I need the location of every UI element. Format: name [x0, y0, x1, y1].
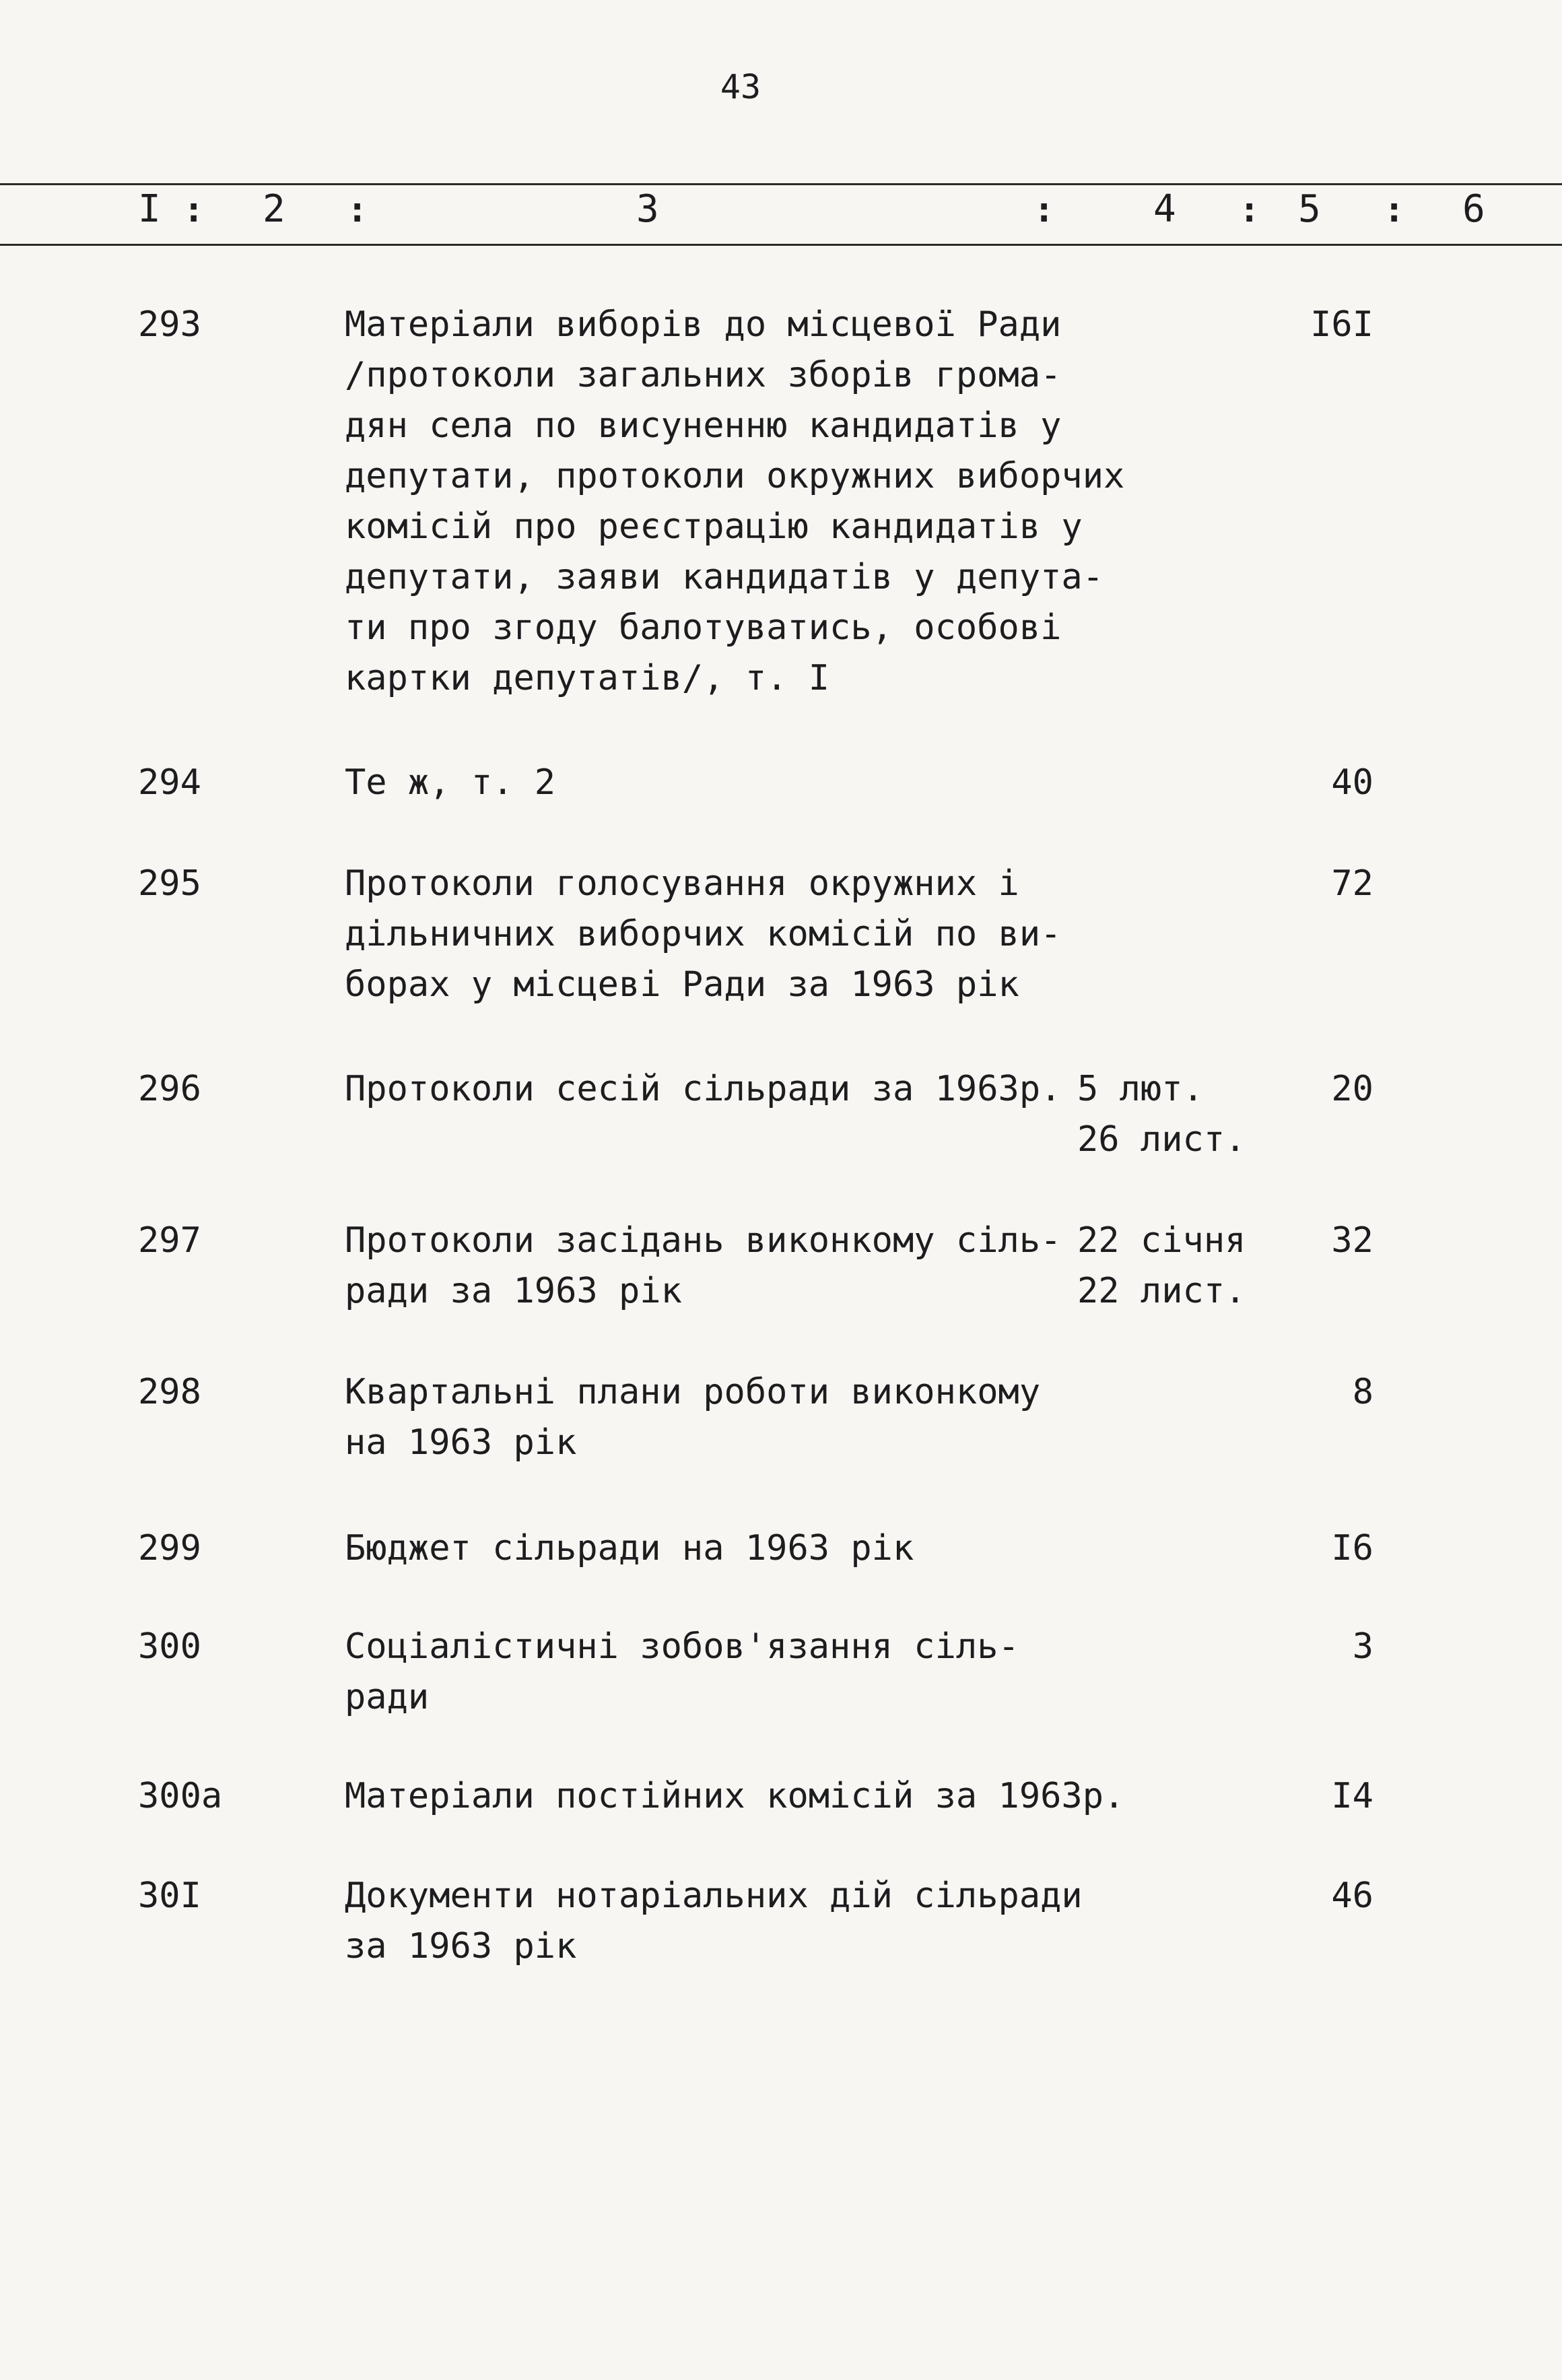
item-number: 294 [138, 762, 201, 803]
item-description: Протоколи голосування окружних і дільничних виборчих комісій по ви- борах у місцеві Ради за 1963 рік [345, 863, 1062, 1005]
item-description: Те ж, т. 2 [345, 762, 556, 803]
item-number: 300а [138, 1776, 223, 1816]
header-col-1: I [138, 187, 161, 231]
item-sheet-count: 3 [1352, 1626, 1373, 1667]
header-separator: : [1033, 190, 1055, 230]
item-number: 30I [138, 1876, 201, 1916]
item-sheet-count: 72 [1331, 863, 1373, 904]
item-number: 296 [138, 1069, 201, 1109]
header-bottom-rule [0, 244, 1562, 246]
header-separator: : [1239, 190, 1260, 230]
item-number: 297 [138, 1220, 201, 1261]
item-number: 300 [138, 1626, 201, 1667]
item-description: Соціалістичні зобов'язання сіль- ради [345, 1626, 1019, 1717]
item-description: Бюджет сільради на 1963 рік [345, 1528, 914, 1568]
item-description: Матеріали постійних комісій за 1963р. [345, 1776, 1125, 1816]
item-number: 298 [138, 1372, 201, 1412]
item-description: Матеріали виборів до місцевої Ради /протоколи загальних зборів грома- дян села по висуненню кандидатів у депутати, протоколи окружних виборчих комісій про реєстрацію кандидатів у депутати, заяви кандидатів у депута- ти про згоду балотуватись, особові картки депутатів/, т. I [345, 304, 1125, 698]
item-sheet-count: 8 [1352, 1372, 1373, 1412]
item-sheet-count: 20 [1331, 1069, 1373, 1109]
header-top-rule [0, 183, 1562, 185]
item-description: Протоколи засідань виконкому сіль- ради за 1963 рік [345, 1220, 1062, 1311]
item-sheet-count: 46 [1331, 1876, 1373, 1916]
item-number: 295 [138, 863, 201, 904]
item-number: 293 [138, 304, 201, 345]
item-description: Квартальні плани роботи виконкому на 1963 рік [345, 1372, 1041, 1463]
item-sheet-count: 40 [1331, 762, 1373, 803]
item-dates: 5 лют. 26 лист. [1077, 1069, 1246, 1160]
item-sheet-count: I4 [1331, 1776, 1373, 1816]
item-dates: 22 січня 22 лист. [1077, 1220, 1246, 1311]
header-col-3: 3 [636, 187, 659, 231]
item-sheet-count: I6 [1331, 1528, 1373, 1568]
item-sheet-count: 32 [1331, 1220, 1373, 1261]
item-description: Документи нотаріальних дій сільради за 1963 рік [345, 1876, 1083, 1966]
header-separator: : [183, 190, 205, 230]
item-number: 299 [138, 1528, 201, 1568]
header-col-6: 6 [1462, 187, 1485, 231]
item-description: Протоколи сесій сільради за 1963р. [345, 1069, 1062, 1109]
header-col-2: 2 [263, 187, 285, 231]
page-number: 43 [720, 67, 761, 106]
header-separator: : [1384, 190, 1405, 230]
header-col-4: 4 [1153, 187, 1176, 231]
header-separator: : [347, 190, 368, 230]
item-sheet-count: I6I [1310, 304, 1373, 345]
header-col-5: 5 [1298, 187, 1321, 231]
